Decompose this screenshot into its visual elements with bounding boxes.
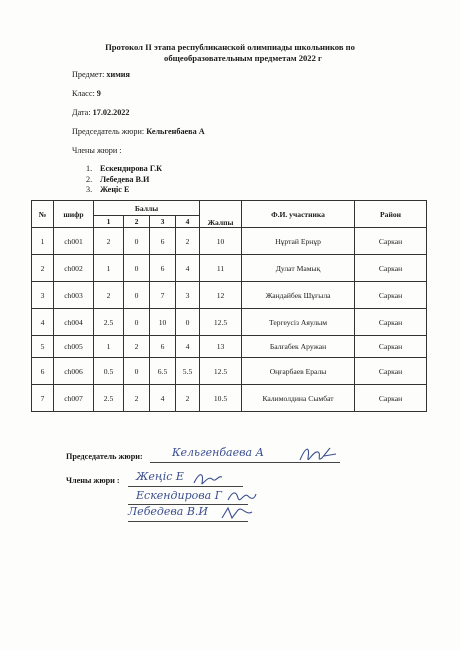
class-label: Класс: [72, 89, 95, 98]
title-line-2: общеобразовательным предметам 2022 г [164, 53, 322, 63]
cell-district: Саркан [355, 228, 427, 255]
jury-members-list [86, 164, 162, 196]
signature-member-3-handwriting: Лебедева В.И [128, 505, 209, 518]
table-row [32, 255, 427, 282]
subject-value: химия [106, 70, 130, 79]
table-row [32, 385, 427, 412]
header-score-2: 2 [124, 216, 150, 228]
protocol-title [0, 42, 460, 64]
cell-total: 13 [200, 336, 242, 358]
signature-chair-handwriting: Кельгенбаева А [172, 446, 264, 459]
chair-value: Кельгенбаева А [146, 127, 205, 136]
cell-district: Саркан [355, 336, 427, 358]
cell-total: 12.5 [200, 309, 242, 336]
table-row [32, 309, 427, 336]
cell-score-2: 0 [124, 309, 150, 336]
cell-no: 6 [32, 358, 54, 385]
cell-score-1: 2 [94, 282, 124, 309]
cell-fio: Тергеусіз Аяулым [242, 309, 355, 336]
signature-chair-scrawl-icon [296, 444, 340, 466]
subject-line [72, 70, 130, 79]
table-row [32, 282, 427, 309]
cell-score-4: 2 [176, 228, 200, 255]
cell-district: Саркан [355, 385, 427, 412]
cell-score-4: 0 [176, 309, 200, 336]
date-label: Дата: [72, 108, 91, 117]
members-label: Члены жюри : [72, 146, 122, 155]
cell-fio: Балғабек Аружан [242, 336, 355, 358]
chair-label: Председатель жюри: [72, 127, 145, 136]
cell-total: 12.5 [200, 358, 242, 385]
cell-total: 10 [200, 228, 242, 255]
chair-line [72, 127, 205, 136]
cell-total: 12 [200, 282, 242, 309]
cell-score-3: 6.5 [150, 358, 176, 385]
cell-total: 11 [200, 255, 242, 282]
cell-fio: Дулат Мамық [242, 255, 355, 282]
cell-score-4: 4 [176, 255, 200, 282]
jury-member: 1. Ескендирова Г.К [86, 164, 163, 173]
cell-code: ch002 [54, 255, 94, 282]
cell-code: ch006 [54, 358, 94, 385]
cell-score-3: 6 [150, 336, 176, 358]
signature-chair-label: Председатель жюри: [66, 452, 143, 461]
table-row [32, 336, 427, 358]
cell-score-2: 0 [124, 282, 150, 309]
signature-members-line [128, 486, 243, 487]
cell-score-3: 7 [150, 282, 176, 309]
cell-no: 5 [32, 336, 54, 358]
cell-score-4: 5.5 [176, 358, 200, 385]
cell-score-1: 2.5 [94, 309, 124, 336]
cell-district: Саркан [355, 282, 427, 309]
class-value: 9 [96, 89, 101, 98]
header-no: № [32, 201, 54, 228]
signature-members-label: Члены жюри : [66, 476, 120, 485]
signature-member-1-handwriting: Жеңіс Е [136, 470, 184, 483]
table-row [32, 228, 427, 255]
signature-member-1-scrawl-icon [192, 469, 224, 489]
cell-fio: Нұртай Ернұр [242, 228, 355, 255]
class-line [72, 89, 101, 98]
cell-code: ch001 [54, 228, 94, 255]
cell-no: 1 [32, 228, 54, 255]
cell-score-2: 0 [124, 358, 150, 385]
cell-fio: Оңғарбаев Ералы [242, 358, 355, 385]
cell-score-3: 6 [150, 228, 176, 255]
header-score-4: 4 [176, 216, 200, 228]
cell-fio: Калимолдина Сымбат [242, 385, 355, 412]
cell-score-1: 2.5 [94, 385, 124, 412]
header-score-1: 1 [94, 216, 124, 228]
cell-district: Саркан [355, 255, 427, 282]
header-total: Жалпы [200, 201, 242, 228]
cell-score-3: 10 [150, 309, 176, 336]
signature-member-2-handwriting: Ескендирова Г [136, 489, 222, 502]
signature-member-3-scrawl-icon [220, 504, 254, 524]
title-line-1: Протокол II этапа республиканской олимпиады школьников по [105, 42, 355, 52]
header-fio: Ф.И. участника [242, 201, 355, 228]
cell-no: 3 [32, 282, 54, 309]
cell-score-2: 2 [124, 336, 150, 358]
cell-no: 7 [32, 385, 54, 412]
cell-score-1: 0.5 [94, 358, 124, 385]
jury-member: 3. Жеңіс Е [86, 185, 130, 194]
subject-label: Предмет: [72, 70, 105, 79]
header-district: Район [355, 201, 427, 228]
cell-code: ch004 [54, 309, 94, 336]
cell-score-1: 1 [94, 255, 124, 282]
cell-score-2: 0 [124, 228, 150, 255]
cell-score-4: 2 [176, 385, 200, 412]
date-value: 17.02.2022 [92, 108, 130, 117]
cell-score-4: 3 [176, 282, 200, 309]
cell-district: Саркан [355, 358, 427, 385]
header-scores: Баллы [94, 201, 200, 216]
cell-score-1: 1 [94, 336, 124, 358]
cell-fio: Жандайбек Шұғыла [242, 282, 355, 309]
date-line [72, 108, 129, 117]
header-score-3: 3 [150, 216, 176, 228]
results-table [31, 200, 427, 412]
cell-code: ch003 [54, 282, 94, 309]
cell-no: 2 [32, 255, 54, 282]
jury-member: 2. Лебедева В.И [86, 174, 150, 184]
members-line [72, 146, 122, 155]
cell-score-2: 0 [124, 255, 150, 282]
cell-score-3: 6 [150, 255, 176, 282]
cell-no: 4 [32, 309, 54, 336]
cell-total: 10.5 [200, 385, 242, 412]
cell-score-3: 4 [150, 385, 176, 412]
cell-district: Саркан [355, 309, 427, 336]
cell-score-4: 4 [176, 336, 200, 358]
table-row [32, 358, 427, 385]
cell-score-2: 2 [124, 385, 150, 412]
cell-score-1: 2 [94, 228, 124, 255]
cell-code: ch007 [54, 385, 94, 412]
cell-code: ch005 [54, 336, 94, 358]
header-code: шифр [54, 201, 94, 228]
